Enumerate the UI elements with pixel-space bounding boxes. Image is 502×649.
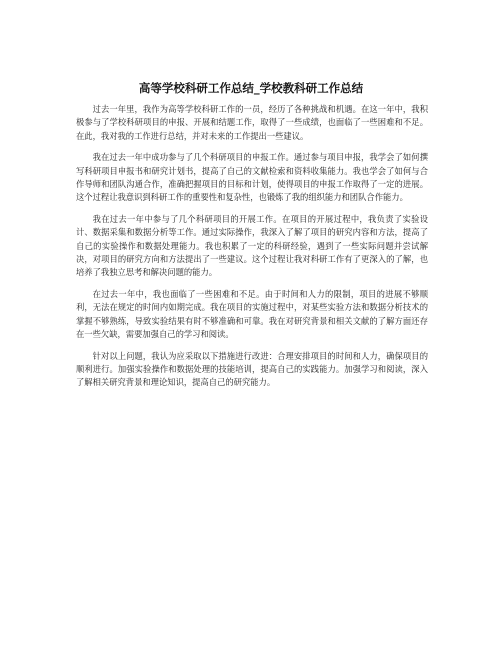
paragraph-improvements: 针对以上问题，我认为应采取以下措施进行改进：合理安排项目的时间和人力，确保项目的顺利进行。加强实验操作和数据处理的技能培训，提高自己的实践能力。加强学习和阅读，深入了解相关研究背景和理论知识，提高自己的研究能力。 <box>76 350 428 388</box>
document-title: 高等学校科研工作总结_学校教科研工作总结 <box>138 81 364 95</box>
paragraph-project-execution: 我在过去一年中参与了几个科研项目的开展工作。在项目的开展过程中，我负责了实验设计、数据采集和数据分析等工作。通过实际操作，我深入了解了项目的研究内容和方法，提高了自己的实验操作和数据处理能力。我也积累了一定的科研经验，遇到了一些实际问题并尝试解决，对项目的研究方向和方法提出了一些建议。这个过程让我对科研工作有了更深入的了解，也培养了我独立思考和解决问题的能力。 <box>76 213 428 278</box>
paragraph-intro: 过去一年里，我作为高等学校科研工作的一员，经历了各种挑战和机遇。在这一年中，我积极参与了学校科研项目的申报、开展和结题工作，取得了一些成绩，也面临了一些困难和不足。在此，我对我的工作进行总结，并对未来的工作提出一些建议。 <box>76 104 428 141</box>
paragraph-difficulties: 在过去一年中，我也面临了一些困难和不足。由于时间和人力的限制，项目的进展不够顺利，无法在规定的时间内如期完成。我在项目的实施过程中，对某些实验方法和数据分析技术的掌握不够熟练，导致实验结果有时不够准确和可靠。我在对研究背景和相关文献的了解方面还存在一些欠缺，需要加强自己的学习和阅读。 <box>76 288 428 340</box>
document-body <box>76 103 428 398</box>
paragraph-project-application: 我在过去一年中成功参与了几个科研项目的申报工作。通过参与项目申报，我学会了如何撰写科研项目申报书和研究计划书，提高了自己的文献检索和资料收集能力。我也学会了如何与合作导师和团队沟通合作，准确把握项目的目标和计划，使得项目的申报工作取得了一定的进展。这个过程让我意识到科研工作的重要性和复杂性，也锻炼了我的组织能力和团队合作能力。 <box>76 152 428 203</box>
